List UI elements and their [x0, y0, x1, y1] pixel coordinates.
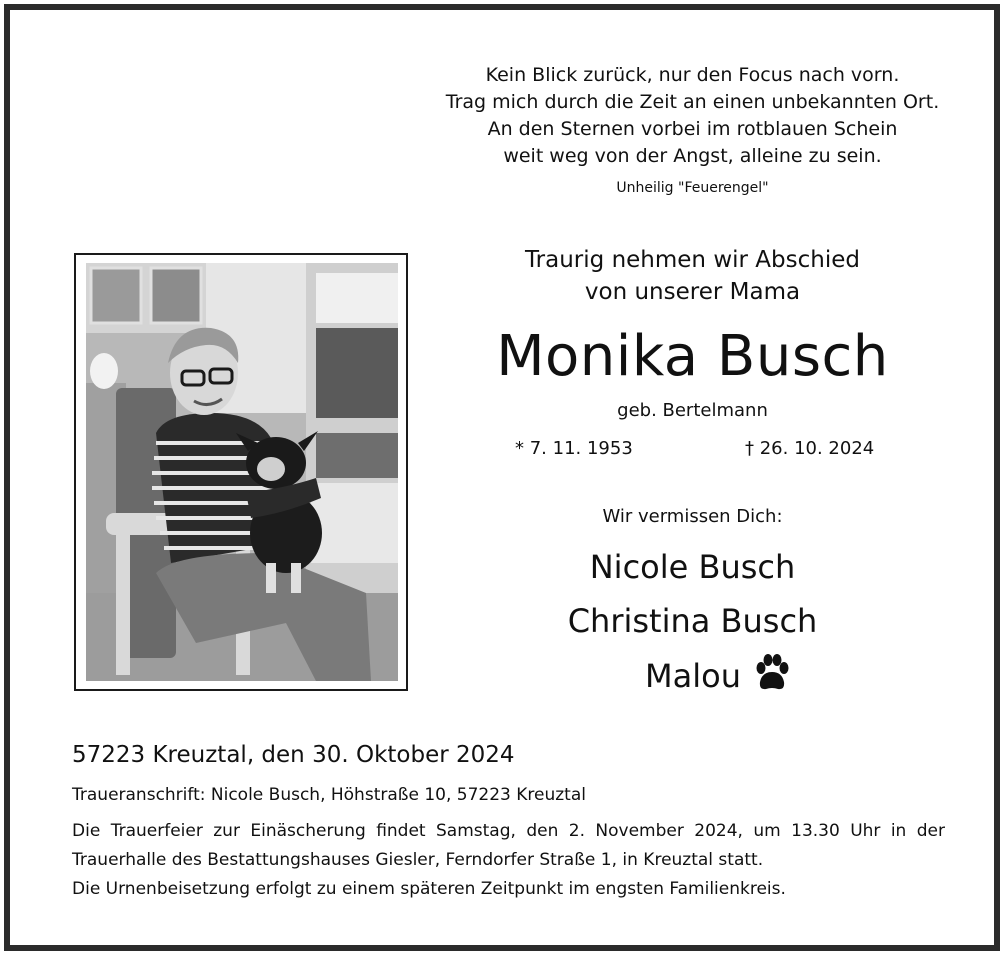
- portrait-photo-frame: [74, 253, 408, 691]
- poem-source: Unheilig "Feuerengel": [616, 180, 769, 196]
- mourner-name: Nicole Busch: [589, 548, 796, 586]
- intro-line: von unserer Mama: [584, 279, 801, 305]
- poem-line: Kein Blick zurück, nur den Focus nach vorn.: [485, 64, 900, 86]
- poem: [440, 62, 945, 170]
- birth-date: * 7. 11. 1953: [515, 438, 633, 459]
- poem-line: weit weg von der Angst, alleine zu sein.: [503, 145, 882, 167]
- portrait-photo-illustration: [86, 263, 398, 681]
- place-and-date: 57223 Kreuztal, den 30. Oktober 2024: [72, 742, 515, 768]
- portrait-photo: [86, 263, 398, 681]
- mourner-name: Malou: [645, 657, 741, 695]
- ceremony-info: Die Trauerfeier zur Einäscherung findet Samstag, den 2. November 2024, um 13.30 Uhr in der Trauerhalle des Bestattungshauses Giesler, Ferndorfer Straße 1, in Kreuztal statt.: [72, 821, 945, 870]
- obituary-frame: [4, 4, 1000, 951]
- poem-line: Trag mich durch die Zeit an einen unbekannten Ort.: [445, 91, 940, 113]
- intro-text: [440, 244, 945, 308]
- deceased-name: Monika Busch: [496, 324, 889, 389]
- mourners-heading: Wir vermissen Dich:: [602, 506, 783, 527]
- poem-line: An den Sternen vorbei im rotblauen Schein: [487, 118, 898, 140]
- paw-print-icon: [754, 654, 790, 692]
- mourning-address: Traueranschrift: Nicole Busch, Höhstraße 10, 57223 Kreuztal: [72, 785, 586, 805]
- urn-burial-info: Die Urnenbeisetzung erfolgt zu einem späteren Zeitpunkt im engsten Familienkreis.: [72, 879, 786, 899]
- mourner-name: Christina Busch: [567, 602, 818, 640]
- intro-line: Traurig nehmen wir Abschied: [525, 247, 860, 273]
- death-date: † 26. 10. 2024: [745, 438, 875, 459]
- maiden-name: geb. Bertelmann: [617, 400, 768, 421]
